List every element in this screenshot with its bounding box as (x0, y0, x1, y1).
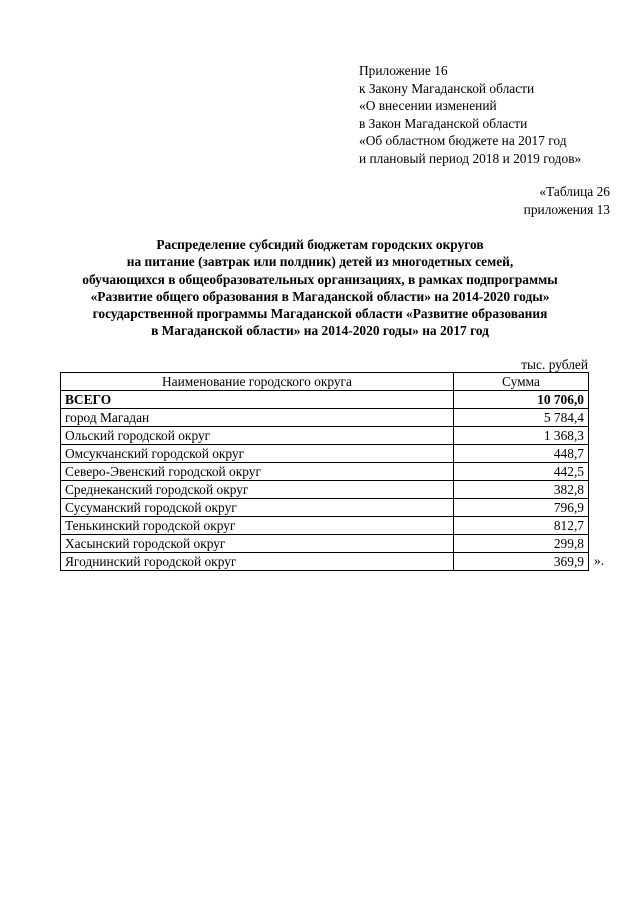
district-name: Хасынский городской округ (61, 535, 454, 553)
district-sum: 1 368,3 (454, 427, 589, 445)
document-title (30, 236, 610, 340)
district-sum: 796,9 (454, 499, 589, 517)
table-row (61, 553, 589, 571)
table-row (61, 463, 589, 481)
district-name: Тенькинский городской округ (61, 517, 454, 535)
table-row (61, 409, 589, 427)
table-row (61, 499, 589, 517)
district-name: Ягоднинский городской округ (61, 553, 454, 571)
district-name: город Магадан (61, 409, 454, 427)
table-row (61, 481, 589, 499)
appendix-line: к Закону Магаданской области (359, 80, 535, 96)
table-reference-line: приложения 13 (523, 201, 610, 217)
appendix-line: «Об областном бюджете на 2017 год (359, 133, 567, 149)
district-name: Ольский городской округ (61, 427, 454, 445)
table-row (61, 517, 589, 535)
closing-quote-mark: ». (594, 553, 605, 568)
appendix-line: Приложение 16 (359, 63, 448, 78)
table-row (61, 535, 589, 553)
table-reference-line: «Таблица 26 (539, 184, 610, 199)
district-sum: 442,5 (454, 463, 589, 481)
district-sum: 382,8 (454, 481, 589, 499)
title-line: «Развитие общего образования в Магаданской области» на 2014-2020 годы» (90, 288, 550, 304)
district-name: Сусуманский городской округ (61, 499, 454, 517)
appendix-line: «О внесении изменений (359, 98, 497, 114)
district-sum: 299,8 (454, 535, 589, 553)
total-label: ВСЕГО (61, 391, 454, 409)
appendix-line: в Закон Магаданской области (359, 115, 528, 131)
title-line: в Магаданской области» на 2014-2020 годы» на 2017 год (151, 323, 489, 339)
table-row (61, 445, 589, 463)
title-line: государственной программы Магаданской области «Развитие образования (92, 306, 548, 322)
district-name: Северо-Эвенский городской округ (61, 463, 454, 481)
unit-label: тыс. рублей (521, 357, 588, 372)
subsidy-table (60, 372, 589, 571)
district-name: Среднеканский городской округ (61, 481, 454, 499)
total-sum: 10 706,0 (454, 391, 589, 409)
appendix-line: и плановый период 2018 и 2019 годов» (359, 150, 582, 166)
title-line: на питание (завтрак или полдник) детей из многодетных семей, (126, 254, 514, 270)
table-reference (524, 183, 610, 218)
district-sum: 369,9 (454, 553, 589, 571)
district-sum: 5 784,4 (454, 409, 589, 427)
title-line: обучающихся в общеобразовательных организациях, в рамках подпрограммы (82, 271, 558, 287)
column-header-sum: Сумма (454, 373, 589, 391)
district-sum: 812,7 (454, 517, 589, 535)
total-row (61, 391, 589, 409)
district-name: Омсукчанский городской округ (61, 445, 454, 463)
title-line: Распределение субсидий бюджетам городских округов (156, 237, 484, 252)
column-header-name: Наименование городского округа (61, 373, 454, 391)
table-row (61, 427, 589, 445)
appendix-header (359, 62, 581, 168)
table-header-row (61, 373, 589, 391)
district-sum: 448,7 (454, 445, 589, 463)
